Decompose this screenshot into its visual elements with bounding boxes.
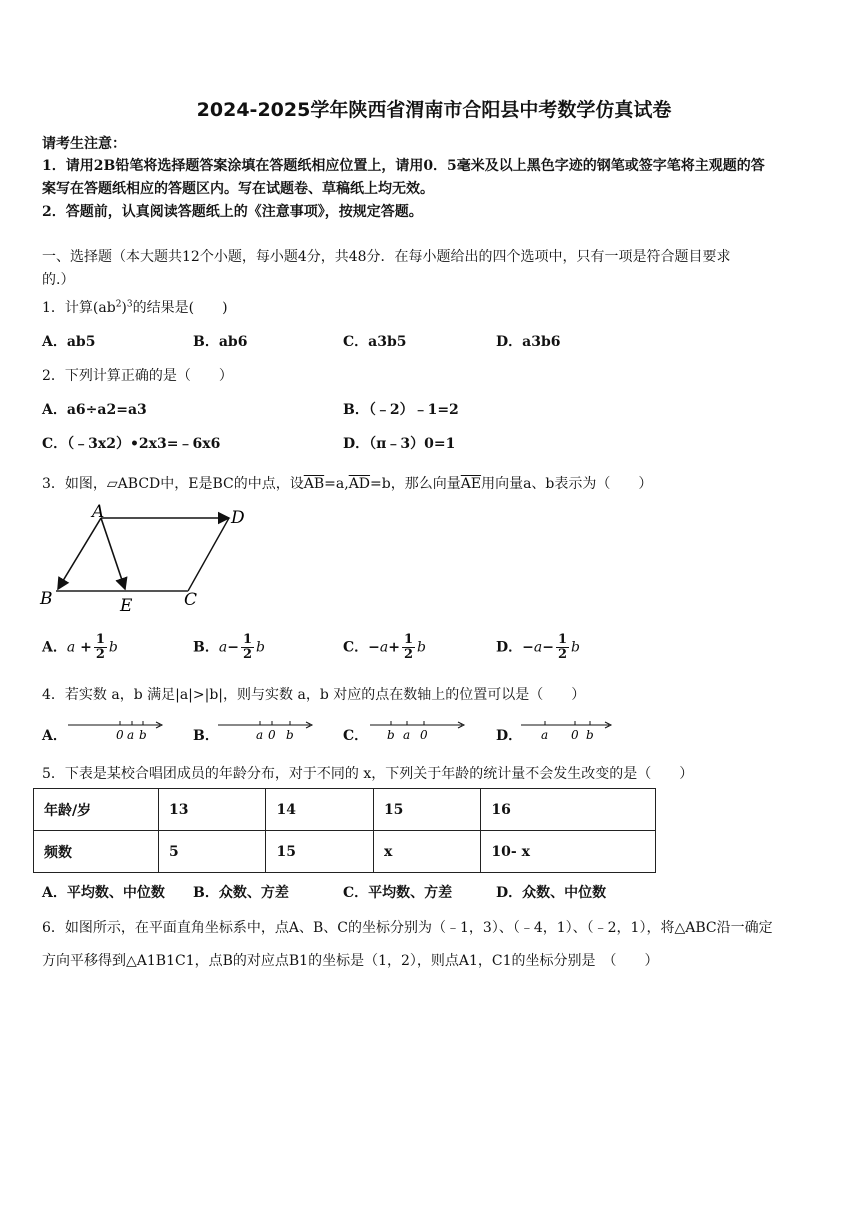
notice-line1a: 1．请用2B铅笔将选择题答案涂填在答题纸相应位置上，请用0．5毫米及以上黑色字迹的钢笔或签字笔将主观题的答 — [42, 158, 765, 174]
q4-option-b-label[interactable]: B． — [193, 728, 219, 744]
svg-text:b: b — [387, 728, 395, 742]
q5-option-c[interactable]: C．平均数、方差 — [343, 885, 453, 901]
svg-text:b: b — [286, 728, 294, 742]
table-cell: 16 — [481, 789, 656, 831]
table-cell: 年龄/岁 — [34, 789, 159, 831]
q4-numberline-d[interactable] — [519, 717, 619, 743]
q4-numberline-c[interactable] — [368, 717, 468, 743]
q4-option-a-label[interactable]: A． — [42, 728, 67, 744]
table-cell: 14 — [266, 789, 373, 831]
q6-line1: 6．如图所示，在平面直角坐标系中，点A、B、C的坐标分别为（﹣1，3）、（﹣4，1）、（﹣2，1），将△ABC沿一确定 — [42, 920, 773, 936]
q1-option-c[interactable]: C．a3b5 — [343, 334, 407, 350]
q2-option-a[interactable]: A．a6÷a2=a3 — [42, 402, 147, 418]
table-cell: 13 — [159, 789, 266, 831]
svg-text:0: 0 — [571, 728, 579, 742]
svg-text:b: b — [139, 728, 147, 742]
q1-option-a[interactable]: A．ab5 — [42, 334, 96, 350]
label-a: A — [92, 503, 105, 522]
q5-option-a[interactable]: A．平均数、中位数 — [42, 885, 165, 901]
label-b: B — [40, 589, 53, 609]
q3-option-b[interactable]: B．a− $\frac{1}{2}$ b — [193, 632, 265, 662]
q2-option-c[interactable]: C．（﹣3x2）•2x3=﹣6x6 — [42, 436, 221, 452]
side-dc — [188, 518, 229, 591]
svg-text:0: 0 — [420, 728, 428, 742]
table-cell: 10- x — [481, 831, 656, 873]
q1-option-d[interactable]: D．a3b6 — [496, 334, 561, 350]
notice-line1b: 案写在答题纸相应的答题区内。写在试题卷、草稿纸上均无效。 — [42, 181, 434, 197]
q5-option-b[interactable]: B．众数、方差 — [193, 885, 289, 901]
section-line1: 一、选择题（本大题共12个小题，每小题4分，共48分．在每小题给出的四个选项中，只有一项是符合题目要求 — [42, 249, 731, 265]
svg-text:a: a — [541, 728, 549, 742]
q1-stem: 1．计算$(ab^2)^3$的结果是( ) — [42, 299, 228, 316]
q4-option-c-label[interactable]: C． — [343, 728, 369, 744]
q1-option-b[interactable]: B．ab6 — [193, 334, 248, 350]
table-cell: 15 — [266, 831, 373, 873]
table-cell: 5 — [159, 831, 266, 873]
q2-stem: 2．下列计算正确的是（ ） — [42, 368, 233, 384]
svg-text:a: a — [127, 728, 135, 742]
table-cell: x — [373, 831, 480, 873]
label-e: E — [120, 596, 133, 615]
q4-stem: 4．若实数 a，b 满足|a|>|b|，则与实数 a，b 对应的点在数轴上的位置可以是（ ） — [42, 687, 586, 703]
svg-text:b: b — [586, 728, 594, 742]
vector-ab — [58, 518, 101, 589]
q3-option-c[interactable]: C．−a+ $\frac{1}{2}$ b — [343, 632, 426, 662]
notice-heading: 请考生注意： — [42, 136, 126, 152]
q6-line2: 方向平移得到△A1B1C1，点B的对应点B1的坐标是（1，2），则点A1，C1的坐标分别是 （ ） — [42, 953, 659, 969]
table-cell: 频数 — [34, 831, 159, 873]
table-row — [34, 789, 656, 831]
q3-stem: 3．如图，▱ABCD中，E是BC的中点，设$\overline{AB}=a,\overline{AD}=b$，那么向量$\overline{AE}$用向量a、b表示为（ ） — [42, 476, 653, 492]
q4-option-d-label[interactable]: D． — [496, 728, 523, 744]
q2-option-d[interactable]: D．（π﹣3）0=1 — [343, 436, 456, 452]
page-title: 2024-2025学年陕西省渭南市合阳县中考数学仿真试卷 — [196, 99, 672, 121]
q4-numberline-a[interactable] — [66, 717, 166, 743]
q3-option-a[interactable]: A．a + $\frac{1}{2}$ b — [42, 632, 118, 662]
age-frequency-table — [33, 788, 656, 873]
label-d: D — [231, 508, 245, 528]
svg-text:a: a — [403, 728, 411, 742]
q2-option-b[interactable]: B．（﹣2）﹣1=2 — [343, 402, 459, 418]
section-line2: 的.） — [42, 272, 75, 288]
q5-option-d[interactable]: D．众数、中位数 — [496, 885, 607, 901]
svg-text:0: 0 — [116, 728, 124, 742]
label-c: C — [184, 590, 198, 610]
svg-text:a: a — [256, 728, 264, 742]
vector-ae — [101, 518, 125, 589]
q5-stem: 5．下表是某校合唱团成员的年龄分布，对于不同的 x，下列关于年龄的统计量不会发生改变的是（ ） — [42, 766, 694, 782]
table-cell: 15 — [373, 789, 480, 831]
q3-option-d[interactable]: D．−a− $\frac{1}{2}$ b — [496, 632, 580, 662]
table-row — [34, 831, 656, 873]
q4-numberline-b[interactable] — [216, 717, 316, 743]
svg-text:0: 0 — [268, 728, 276, 742]
parallelogram-figure — [36, 503, 261, 615]
notice-line2: 2．答题前，认真阅读答题纸上的《注意事项》，按规定答题。 — [42, 204, 423, 220]
